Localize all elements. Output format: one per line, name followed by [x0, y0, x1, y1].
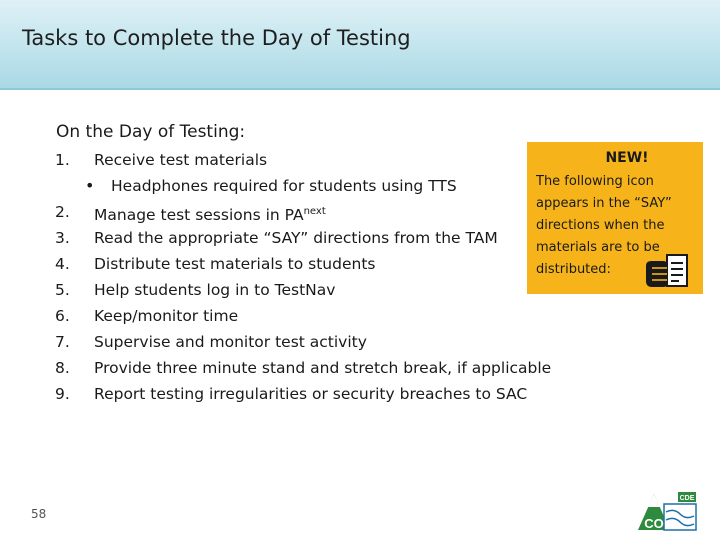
superscript: next	[303, 206, 326, 217]
item-number: 2.	[55, 203, 70, 221]
item-number: 4.	[55, 255, 70, 273]
item-text	[94, 202, 326, 225]
callout-heading: NEW!	[605, 150, 649, 166]
item-text: Report testing irregularities or security breaches to SAC	[94, 385, 528, 403]
item-number: 3.	[55, 229, 70, 247]
item-number: 5.	[55, 281, 70, 299]
hand-document-icon	[643, 252, 691, 290]
callout-line: directions when the	[536, 218, 665, 233]
subtitle: On the Day of Testing:	[56, 122, 246, 142]
item-number: 8.	[55, 359, 70, 377]
callout-line: appears in the “SAY”	[536, 196, 672, 211]
item-text: Keep/monitor time	[94, 307, 239, 325]
sub-bullet-text: Headphones required for students using TTS	[111, 177, 457, 195]
slide-title: Tasks to Complete the Day of Testing	[22, 26, 411, 50]
new-icon-callout	[527, 142, 703, 294]
colorado-cde-logo	[634, 490, 700, 534]
callout-line: distributed:	[536, 262, 611, 277]
logo-co-text: CO	[644, 516, 664, 531]
header-divider	[0, 88, 720, 90]
item-text-main: Manage test sessions in PA	[94, 206, 304, 224]
item-number: 1.	[55, 151, 70, 169]
bullet-mark: •	[85, 176, 95, 195]
item-text: Distribute test materials to students	[94, 255, 376, 273]
item-number: 9.	[55, 385, 70, 403]
item-text: Read the appropriate “SAY” directions from the TAM	[94, 229, 498, 247]
item-text: Provide three minute stand and stretch break, if applicable	[94, 359, 552, 377]
item-number: 7.	[55, 333, 70, 351]
callout-line: The following icon	[536, 174, 654, 189]
item-text: Help students log in to TestNav	[94, 281, 336, 299]
page-number: 58	[31, 507, 47, 521]
item-text: Supervise and monitor test activity	[94, 333, 367, 351]
item-number: 6.	[55, 307, 70, 325]
item-text: Receive test materials	[94, 151, 268, 169]
callout-line: materials are to be	[536, 240, 660, 255]
logo-cde-text: CDE	[679, 495, 695, 502]
